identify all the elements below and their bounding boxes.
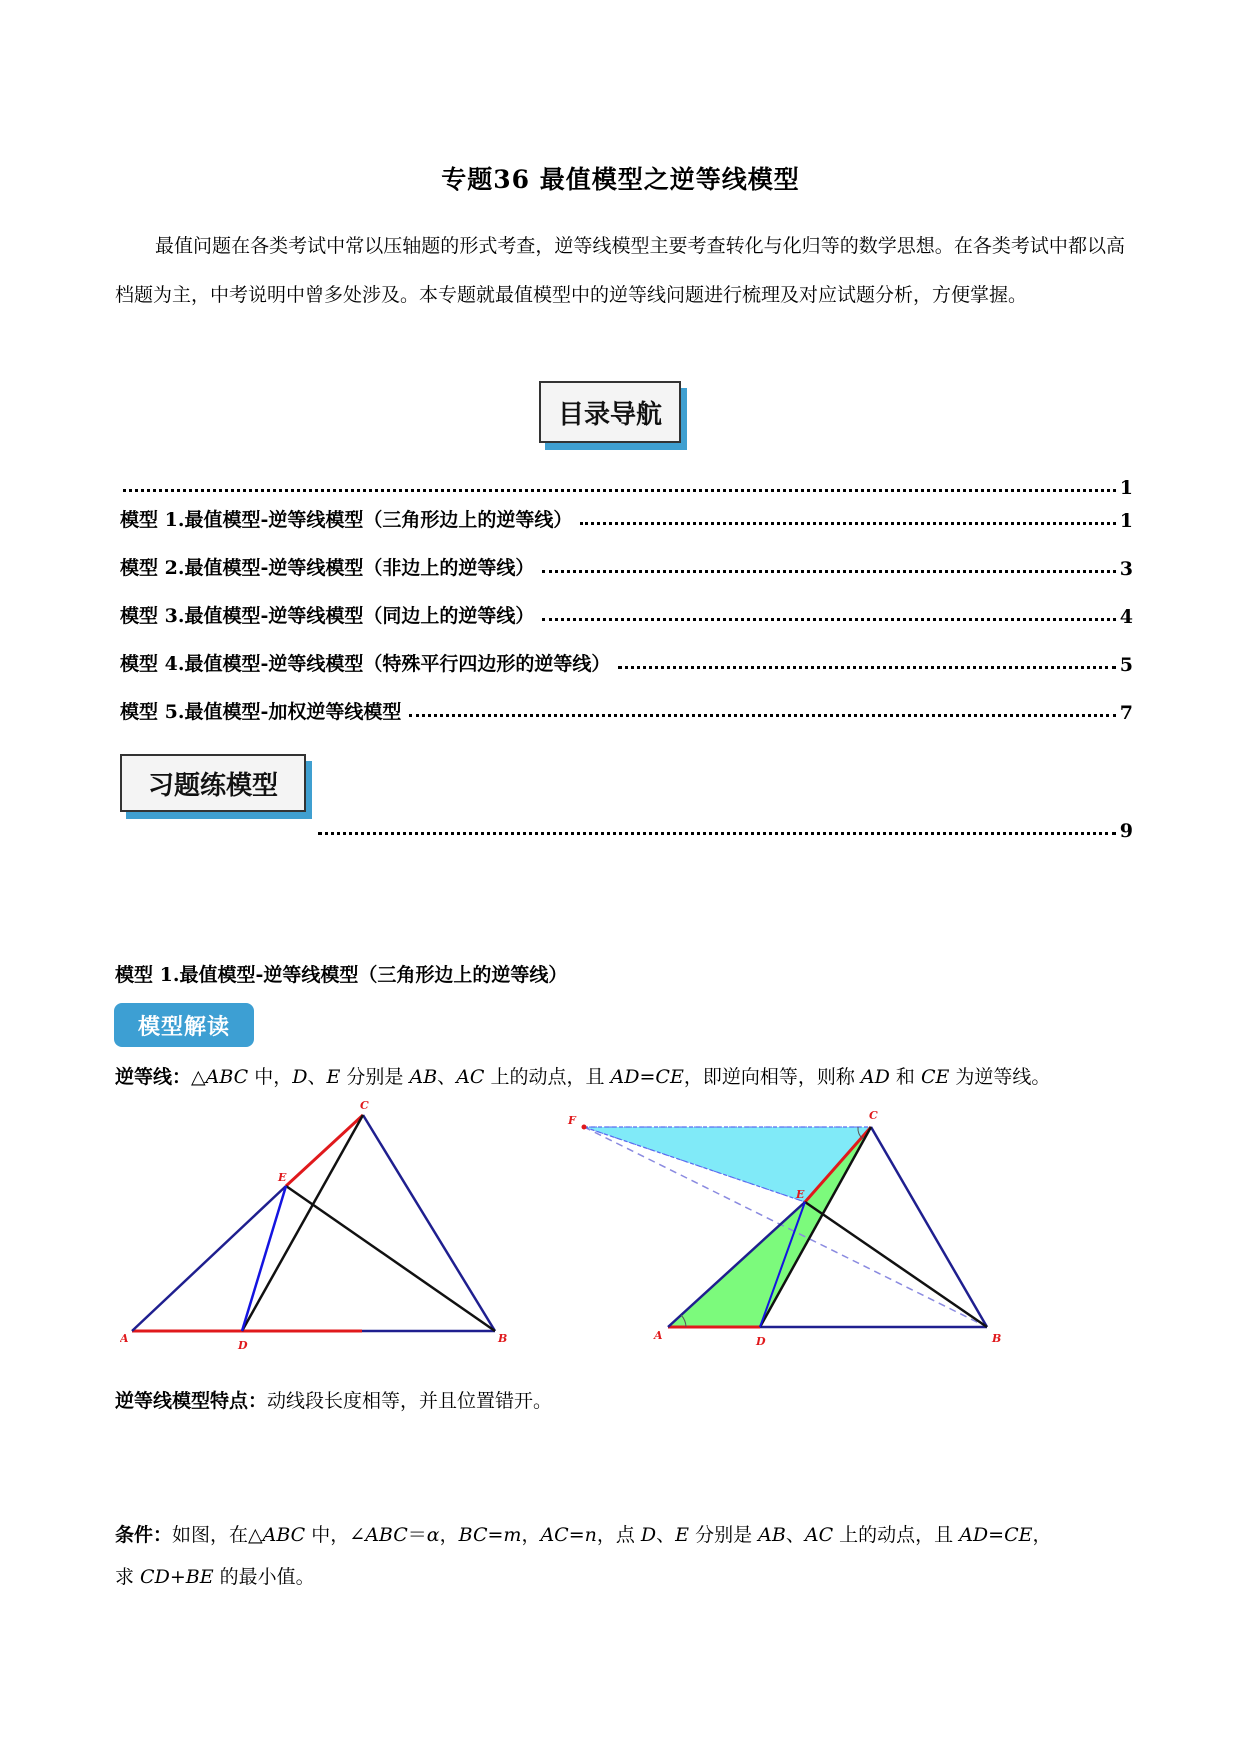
math: AB — [758, 1524, 786, 1546]
text: 、 — [307, 1066, 327, 1088]
text: 分别是 — [689, 1524, 759, 1546]
definition-label: 逆等线： — [115, 1066, 192, 1088]
toc-leader — [318, 832, 1116, 835]
toc-row-page: 1 — [1119, 510, 1133, 532]
text: 上的动点，且 — [833, 1524, 960, 1546]
point-label-c: C — [869, 1109, 878, 1122]
point-label-b: B — [498, 1332, 508, 1345]
toc-row[interactable] — [120, 646, 1133, 676]
toc-row[interactable] — [115, 469, 1133, 499]
text: 求 — [115, 1566, 141, 1588]
toc-badge: 目录导航 — [539, 381, 681, 443]
text: 、 — [785, 1524, 805, 1546]
intro-paragraph: 最值问题在各类考试中常以压轴题的形式考查，逆等线模型主要考查转化与化归等的数学思想。在各类考试中都以高档题为主，中考说明中曾多处涉及。本专题就最值模型中的逆等线问题进行梳理及对应试题分析，方便掌握。 — [115, 235, 1125, 306]
feature-text: 动线段长度相等，并且位置错开。 — [267, 1390, 553, 1412]
text: 如图，在△ — [172, 1524, 263, 1546]
math: D — [640, 1524, 657, 1546]
toc-leader — [409, 714, 1115, 717]
text: ， — [439, 1524, 459, 1546]
point-label-d: D — [756, 1335, 766, 1348]
math: AD=CE — [959, 1524, 1033, 1546]
math: α — [426, 1524, 440, 1546]
toc-row-page: 7 — [1119, 702, 1133, 724]
toc-row[interactable] — [120, 502, 1133, 532]
text: 的最小值。 — [213, 1566, 315, 1588]
point-label-f: F — [568, 1114, 576, 1127]
point-label-c: C — [360, 1099, 369, 1112]
segment-ec — [286, 1115, 363, 1186]
math: D — [292, 1066, 308, 1088]
feature-paragraph — [115, 1380, 1135, 1422]
text: 中，∠ — [305, 1524, 366, 1546]
math: ABC — [262, 1524, 306, 1546]
segment-cd — [242, 1115, 363, 1331]
segment-be — [805, 1202, 987, 1327]
condition-label: 条件： — [115, 1524, 173, 1546]
toc-row-page: 5 — [1119, 654, 1133, 676]
math: AC — [804, 1524, 834, 1546]
text: 分别是 — [340, 1066, 410, 1088]
text: ， — [1032, 1524, 1052, 1546]
toc-leader — [618, 666, 1115, 669]
point-label-a: A — [120, 1332, 129, 1345]
point-label-d: D — [238, 1339, 248, 1352]
segment-be — [286, 1186, 495, 1331]
text: ，点 — [596, 1524, 641, 1546]
model-badge: 模型解读 — [114, 1003, 254, 1047]
condition-paragraph — [115, 1514, 1135, 1598]
text: ，即逆向相等，则称 — [683, 1066, 861, 1088]
math: AC — [456, 1066, 485, 1088]
point-label-b: B — [992, 1332, 1002, 1345]
text: ， — [521, 1524, 541, 1546]
math: BC=m — [458, 1524, 522, 1546]
toc-row-page: 3 — [1119, 558, 1133, 580]
page-title: 专题36 最值模型之逆等线模型 — [441, 165, 800, 194]
math: AD — [860, 1066, 890, 1088]
math: AB — [409, 1066, 438, 1088]
point-label-e: E — [796, 1188, 805, 1201]
math: CE — [920, 1066, 950, 1088]
math: ABC — [365, 1524, 408, 1546]
toc-leader — [123, 489, 1116, 492]
toc-row[interactable] — [120, 598, 1133, 628]
toc-row[interactable] — [318, 812, 1133, 842]
toc-row-label: 模型 3.最值模型-逆等线模型（同边上的逆等线） — [120, 605, 535, 627]
feature-label: 逆等线模型特点： — [115, 1390, 268, 1412]
segment-cb — [363, 1115, 495, 1331]
toc-row[interactable] — [120, 694, 1133, 724]
math: ABC — [205, 1066, 249, 1088]
toc-leader — [542, 570, 1115, 573]
section-heading: 模型 1.最值模型-逆等线模型（三角形边上的逆等线） — [115, 964, 568, 986]
text: 中， — [248, 1066, 293, 1088]
toc-row-page: 4 — [1119, 606, 1133, 628]
text: 、 — [656, 1524, 676, 1546]
figure-1-triangle — [120, 1095, 520, 1357]
text: 、 — [437, 1066, 457, 1088]
toc-row-page: 1 — [1119, 477, 1133, 499]
point-f — [582, 1125, 587, 1130]
point-label-e: E — [278, 1171, 287, 1184]
math: E — [675, 1524, 690, 1546]
text: 和 — [889, 1066, 921, 1088]
math: CD+BE — [140, 1566, 214, 1588]
text: △ — [191, 1066, 206, 1088]
toc-row-page: 9 — [1119, 820, 1133, 842]
toc-row[interactable] — [120, 550, 1133, 580]
toc-leader — [542, 618, 1115, 621]
definition-paragraph — [115, 1056, 1135, 1098]
point-label-a: A — [654, 1329, 663, 1342]
math: AD=CE — [610, 1066, 684, 1088]
toc-row-label: 模型 1.最值模型-逆等线模型（三角形边上的逆等线） — [120, 509, 573, 531]
math: E — [326, 1066, 341, 1088]
practice-badge: 习题练模型 — [120, 754, 306, 812]
toc-leader — [580, 522, 1115, 525]
segment-cb — [871, 1127, 987, 1327]
text: 上的动点，且 — [484, 1066, 611, 1088]
text: 为逆等线。 — [949, 1066, 1051, 1088]
figure-2-construction — [560, 1095, 1020, 1357]
toc-row-label: 模型 2.最值模型-逆等线模型（非边上的逆等线） — [120, 557, 535, 579]
toc-row-label: 模型 5.最值模型-加权逆等线模型 — [120, 701, 402, 723]
toc-row-label: 模型 4.最值模型-逆等线模型（特殊平行四边形的逆等线） — [120, 653, 611, 675]
math: AC=n — [540, 1524, 597, 1546]
text: ＝ — [407, 1524, 427, 1546]
